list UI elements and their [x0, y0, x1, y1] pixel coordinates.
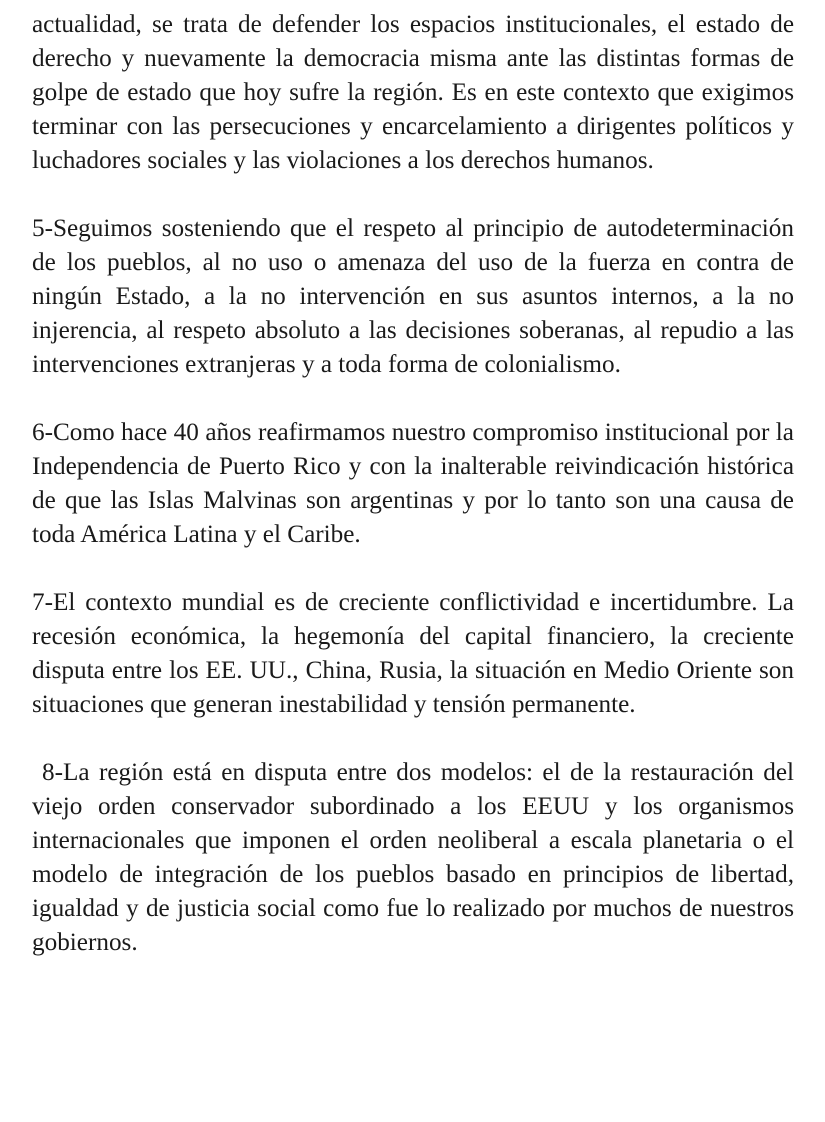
paragraph-continuation: actualidad, se trata de defender los espacios institucionales, el estado de derecho y nuevamente la democracia misma ante las distintas formas de golpe de estado que hoy sufre la región. Es en este contexto que exigimos terminar con las persecuciones y encarcelamiento a dirigentes políticos y luchadores sociales y las violaciones a los derechos humanos. — [32, 11, 794, 174]
paragraph-8: 8-La región está en disputa entre dos modelos: el de la restauración del viejo orden conservador subordinado a los EEUU y los organismos internacionales que imponen el orden neoliberal a escala planetaria o el modelo de integración de los pueblos basado en principios de libertad, igualdad y de justicia social como fue lo realizado por muchos de nuestros gobiernos. — [32, 759, 794, 956]
paragraph-6: 6-Como hace 40 años reafirmamos nuestro compromiso institucional por la Independencia de Puerto Rico y con la inalterable reivindicación histórica de que las Islas Malvinas son argentinas y por lo tanto son una causa de toda América Latina y el Caribe. — [32, 419, 794, 548]
paragraph-7: 7-El contexto mundial es de creciente conflictividad e incertidumbre. La recesión económica, la hegemonía del capital financiero, la creciente disputa entre los EE. UU., China, Rusia, la situación en Medio Oriente son situaciones que generan inestabilidad y tensión permanente. — [32, 589, 794, 718]
paragraph-5: 5-Seguimos sosteniendo que el respeto al principio de autodeterminación de los pueblos, al no uso o amenaza del uso de la fuerza en contra de ningún Estado, a la no intervención en sus asuntos internos, a la no injerencia, al respeto absoluto a las decisiones soberanas, al repudio a las intervenciones extranjeras y a toda forma de colonialismo. — [32, 215, 794, 378]
document-body — [32, 8, 794, 960]
